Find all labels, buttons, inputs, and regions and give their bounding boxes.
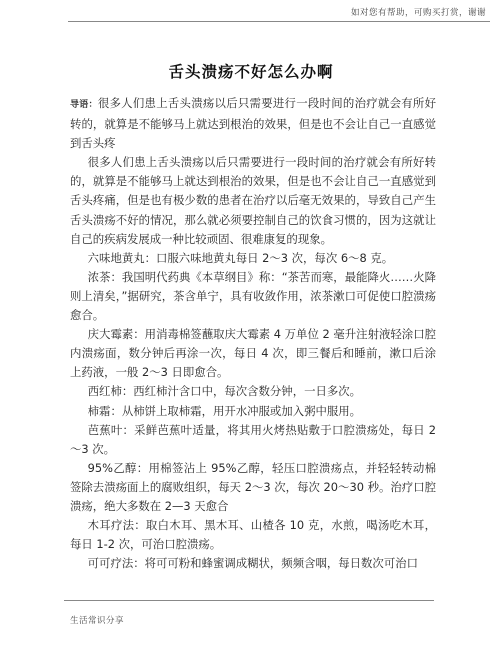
intro-text: 很多人们患上舌头溃疡以后只需要进行一段时间的治疗就会有所好转的，就算是不能够马上就达到根治的效果，但是也不会让自己一直感觉到舌头疼 bbox=[70, 96, 436, 151]
body-paragraph: 芭蕉叶：采鲜芭蕉叶适量，将其用火烤热贴敷于口腔溃疡处，每日 2～3 次。 bbox=[70, 422, 436, 456]
footer-divider bbox=[64, 600, 434, 601]
body-paragraph: 很多人们患上舌头溃疡以后只需要进行一段时间的治疗就会有所好转的，就算是不能够马上就达到根治的效果，但是也不会让自己一直感觉到舌头疼痛，但是也有极少数的患者在治疗以后毫无效果的，导致自己产生舌头溃疡不好的情况，那么就必须要控制自己的饮食习惯的，因为这就让自己的疾病发展成一种比较顽固、很难康复的现象。 bbox=[70, 155, 436, 246]
body-paragraph: 柿霜：从柿饼上取柿霜，用开水冲服或加入粥中服用。 bbox=[87, 403, 362, 418]
intro-paragraph bbox=[70, 94, 436, 153]
footer-note: 生活常识分享 bbox=[70, 616, 125, 626]
body-paragraph: 浓茶：我国明代药典《本草纲目》称：“茶苦而寒，最能降火……火降则上清矣，”据研究，茶含单宁，具有收敛作用，浓茶漱口可促使口腔溃疡愈合。 bbox=[70, 269, 436, 323]
header-note: 如对您有帮助，可购买打赏，谢谢 bbox=[350, 8, 486, 18]
intro-label: 导语： bbox=[70, 100, 98, 110]
body-paragraph: 95%乙醇：用棉签沾上 95%乙醇，轻压口腔溃疡点，并轻轻转动棉签除去溃疡面上的腐败组织，每天 2～3 次，每次 20～30 秒。治疗口腔溃疡，绝大多数在 2—3 天愈合 bbox=[70, 460, 436, 513]
body-paragraph: 六味地黄丸：口服六味地黄丸每日 2～3 次，每次 6～8 克。 bbox=[87, 250, 394, 265]
body-paragraph: 庆大霉素：用消毒棉签蘸取庆大霉素 4 万单位 2 毫升注射液轻涂口腔内溃疡面，数分钟后再涂一次，每日 4 次，即三餐后和睡前，漱口后涂上药液，一般 2～3 日即愈合。 bbox=[70, 327, 436, 380]
article-body bbox=[70, 94, 436, 573]
body-paragraph: 可可疗法：将可可粉和蜂蜜调成糊状，频频含咽，每日数次可治口 bbox=[87, 556, 418, 571]
body-paragraph: 木耳疗法：取白木耳、黑木耳、山楂各 10 克，水煎，喝汤吃木耳，每日 1-2 次，可治口腔溃疡。 bbox=[70, 518, 436, 552]
header-divider bbox=[68, 21, 490, 22]
page-title: 舌头溃疡不好怎么办啊 bbox=[168, 63, 334, 81]
body-paragraph: 西红柿：西红柿汁含口中，每次含数分钟，一日多次。 bbox=[87, 384, 362, 399]
